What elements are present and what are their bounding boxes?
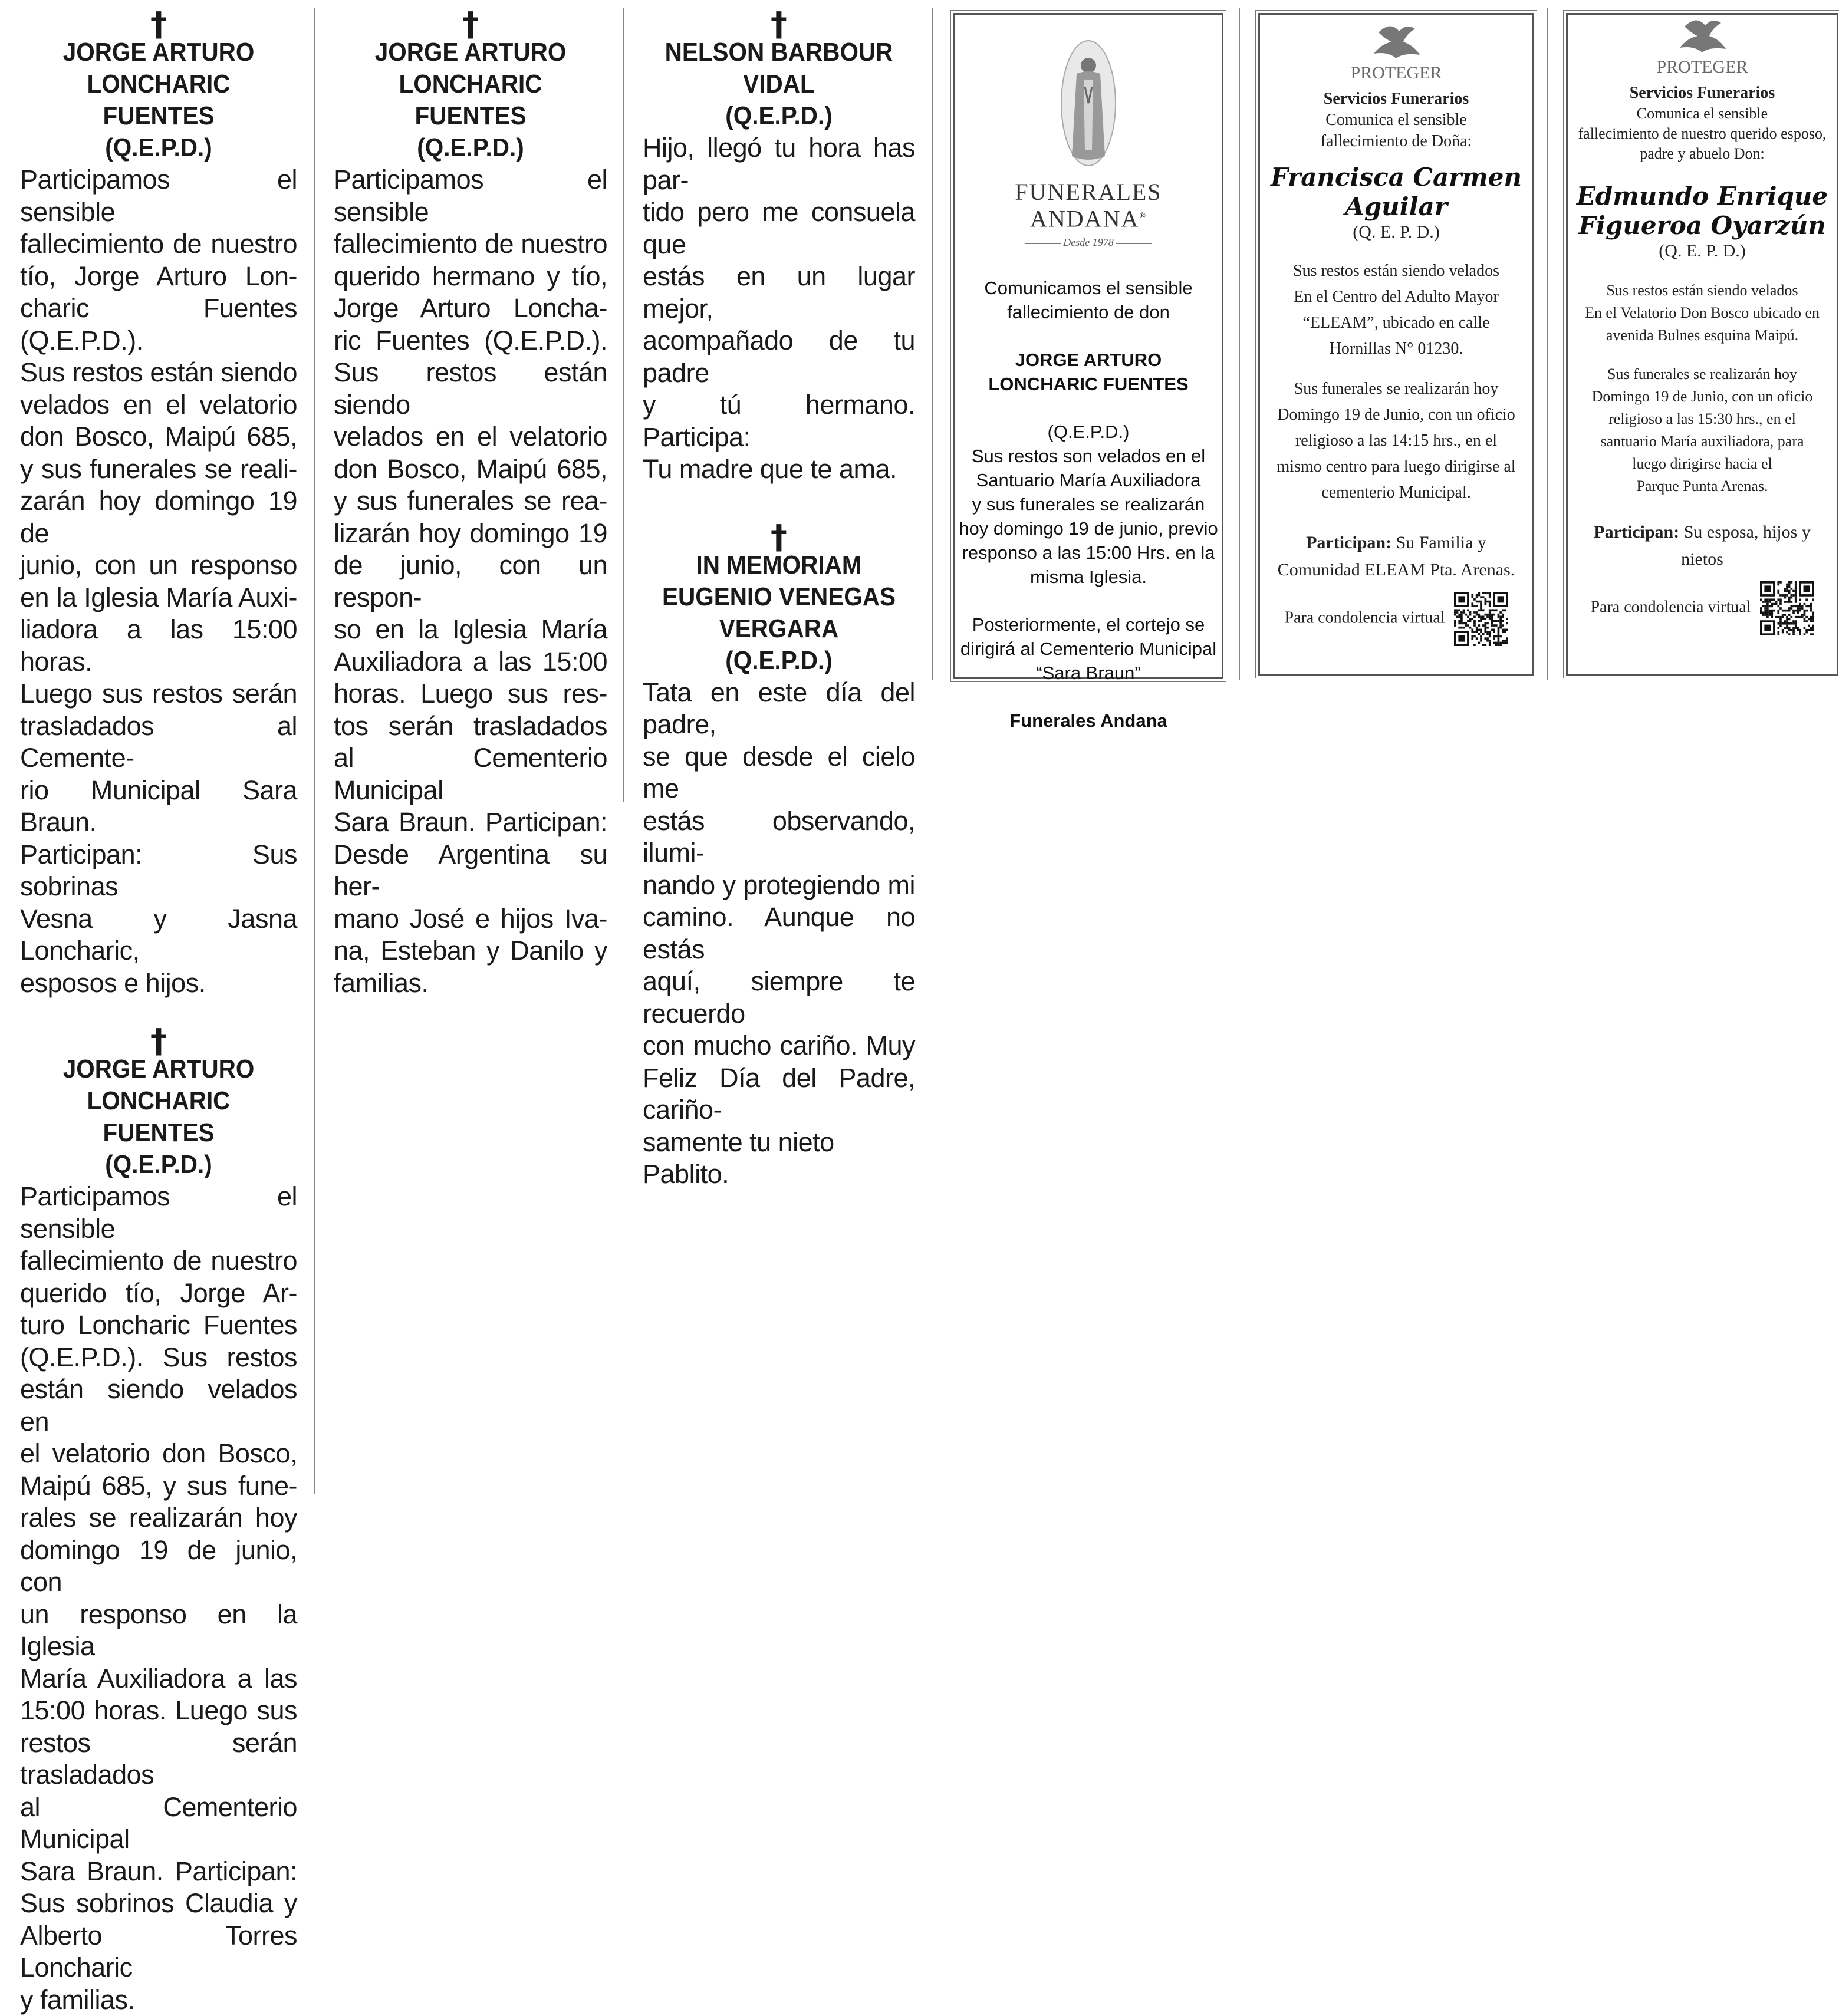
details-text: [1260, 258, 1532, 362]
title-line: (Q.E.P.D.): [653, 100, 904, 132]
text-line: Participamos el sensible: [20, 1181, 297, 1245]
text-line: JORGE ARTURO: [955, 348, 1222, 372]
column-divider: [1239, 8, 1240, 680]
participan-text: [1568, 519, 1837, 573]
text-line: Sus restos están siendo: [334, 357, 607, 421]
text-line: responso a las 15:00 Hrs. en la: [955, 541, 1222, 565]
text-line: con mucho cariño. Muy: [643, 1030, 915, 1062]
title-line: LONCHARIC FUENTES: [31, 68, 286, 132]
text-line: Francisca Carmen: [1260, 163, 1532, 192]
intro-text: [1568, 104, 1837, 164]
text-line: estás en un lugar mejor,: [643, 261, 915, 325]
column-divider: [932, 8, 933, 680]
text-line: familias.: [334, 967, 607, 1000]
text-line: rio Municipal Sara Braun.: [20, 775, 297, 839]
text-line: religioso a las 15:30 hrs., en el: [1568, 408, 1837, 430]
text-line: están siendo velados en: [20, 1373, 297, 1438]
dove-logo-icon: [1337, 21, 1455, 85]
text-line: Sus funerales se realizarán hoy: [1568, 363, 1837, 386]
cross-icon: †: [20, 1030, 297, 1053]
text-line: Comunica el sensible: [1568, 104, 1837, 124]
deceased-name: [1260, 163, 1532, 222]
text-line: tos serán trasladados: [334, 710, 607, 743]
text-line: restos serán trasladados: [20, 1727, 297, 1791]
title-line: (Q.E.P.D.): [345, 132, 597, 164]
participan-text: [1260, 529, 1532, 584]
text-line: mismo centro para luego dirigirse al: [1260, 454, 1532, 480]
text-line: En el Velatorio Don Bosco ubicado en: [1568, 302, 1837, 324]
text-line: y sus funerales se reali-: [20, 453, 297, 486]
text-line: esposos e hijos.: [20, 967, 297, 1000]
text-line: Sus funerales se realizarán hoy: [1260, 376, 1532, 402]
column-divider: [1547, 8, 1548, 680]
text-line: querido hermano y tío,: [334, 261, 607, 293]
text-line: samente tu nieto Pablito.: [643, 1126, 915, 1191]
qepd-text: (Q. E. P. D.): [1260, 222, 1532, 243]
notice-body: [20, 1181, 297, 2016]
text-line: ric Fuentes (Q.E.P.D.).: [334, 325, 607, 357]
text-line: acompañado de tu padre: [643, 325, 915, 389]
text-line: Luego sus restos serán: [20, 678, 297, 710]
text-line: Alberto Torres Loncharic: [20, 1920, 297, 1984]
text-line: “Sara Braun”: [955, 661, 1222, 685]
qepd-text: (Q.E.P.D.): [955, 420, 1222, 444]
text-line: y sus funerales se rea-: [334, 485, 607, 518]
text-line: don Bosco, Maipú 685,: [334, 453, 607, 486]
text-line: na, Esteban y Danilo y: [334, 935, 607, 967]
participan-line: Su Familia y: [1396, 533, 1486, 552]
title-line: VERGARA: [653, 613, 904, 645]
text-line: fallecimiento de nuestro querido esposo,: [1568, 124, 1837, 144]
notice-title: [31, 37, 286, 164]
text-line: se que desde el cielo me: [643, 741, 915, 805]
text-line: velados en el velatorio: [334, 421, 607, 453]
cortejo-text: [955, 612, 1222, 685]
text-line: tido pero me consuela que: [643, 196, 915, 261]
details-text: [1568, 279, 1837, 347]
text-line: camino. Aunque no estás: [643, 901, 915, 966]
text-line: cementerio Municipal.: [1260, 480, 1532, 506]
obituary-notice: [334, 0, 607, 999]
text-line: querido tío, Jorge Ar-: [20, 1277, 297, 1310]
text-line: nando y protegiendo mi: [643, 869, 915, 902]
obituary-notice: [20, 0, 297, 999]
title-line: JORGE ARTURO: [345, 37, 597, 68]
title-line: EUGENIO VENEGAS: [653, 581, 904, 613]
cross-icon: †: [643, 526, 915, 549]
column-divider: [623, 8, 624, 802]
funerales-andana-ad: [953, 13, 1223, 679]
text-line: Desde Argentina su her-: [334, 839, 607, 903]
brand-text: FUNERALES ANDANA: [1015, 179, 1162, 232]
text-line: al Cementerio Municipal: [20, 1791, 297, 1856]
proteger-ad-1: [1258, 13, 1534, 676]
notice-body: [334, 164, 607, 999]
virgin-mary-icon: [1059, 38, 1118, 168]
text-line: LONCHARIC FUENTES: [955, 372, 1222, 396]
text-line: trasladados al Cemente-: [20, 710, 297, 775]
text-line: y tú hermano. Participa:: [643, 389, 915, 453]
text-line: Sus restos están siendo velados: [1568, 279, 1837, 302]
text-line: velados en el velatorio: [20, 389, 297, 421]
text-line: Sus sobrinos Claudia y: [20, 1887, 297, 1920]
text-line: y familias.: [20, 1984, 297, 2016]
text-line: Tata en este día del padre,: [643, 677, 915, 741]
text-line: Participamos el sensible: [334, 164, 607, 228]
text-line: Edmundo Enrique: [1568, 182, 1837, 211]
text-line: Santuario María Auxiliadora: [955, 468, 1222, 492]
obituary-column-1: [20, 0, 297, 2016]
text-line: Sara Braun. Participan:: [334, 806, 607, 839]
condolence-row: [1568, 581, 1837, 635]
text-line: don Bosco, Maipú 685,: [20, 421, 297, 453]
service-heading: Servicios Funerarios: [1568, 83, 1837, 104]
text-line: avenida Bulnes esquina Maipú.: [1568, 324, 1837, 347]
text-line: un responso en la Iglesia: [20, 1599, 297, 1663]
text-line: Tu madre que te ama.: [643, 453, 915, 486]
text-line: liadora a las 15:00 horas.: [20, 614, 297, 678]
cross-icon: †: [20, 13, 297, 37]
text-line: Sus restos están siendo: [20, 357, 297, 389]
text-line: de junio, con un respon-: [334, 549, 607, 614]
text-line: Figueroa Oyarzún: [1568, 211, 1837, 241]
since-text: Desde 1978: [1063, 236, 1113, 248]
text-line: religioso a las 14:15 hrs., en el: [1260, 428, 1532, 454]
text-line: (Q.E.P.D.). Sus restos: [20, 1342, 297, 1374]
title-line: (Q.E.P.D.): [31, 132, 286, 164]
participan-label: Participan:: [1594, 522, 1679, 542]
text-line: María Auxiliadora a las: [20, 1663, 297, 1695]
deceased-name: [1568, 182, 1837, 241]
text-line: fallecimiento de Doña:: [1260, 131, 1532, 152]
condolence-text: Para condolencia virtual: [1590, 598, 1751, 616]
text-line: Hijo, llegó tu hora has par-: [643, 132, 915, 196]
notice-title: [345, 37, 597, 164]
text-line: fallecimiento de nuestro: [20, 228, 297, 261]
text-line: turo Loncharic Fuentes: [20, 1309, 297, 1342]
text-line: el velatorio don Bosco,: [20, 1438, 297, 1470]
notice-title: [653, 37, 904, 132]
title-line: (Q.E.P.D.): [653, 645, 904, 677]
text-line: Sara Braun. Participan:: [20, 1856, 297, 1888]
obituary-notice: [643, 486, 915, 1191]
brand-since: [955, 230, 1222, 255]
logo-text: PROTEGER: [1656, 57, 1748, 77]
cross-icon: †: [334, 13, 607, 37]
participan-line: Su esposa, hijos y: [1684, 522, 1811, 542]
text-line: dirigirá al Cementerio Municipal: [955, 637, 1222, 661]
text-line: Hornillas N° 01230.: [1260, 336, 1532, 362]
notice-title: [653, 549, 904, 677]
text-line: y sus funerales se realizarán: [955, 492, 1222, 516]
text-line: Sus restos son velados en el: [955, 444, 1222, 468]
text-line: junio, con un responso: [20, 549, 297, 582]
text-line: en la Iglesia María Auxi-: [20, 582, 297, 614]
text-line: so en la Iglesia María: [334, 614, 607, 646]
text-line: Auxiliadora a las 15:00: [334, 646, 607, 678]
text-line: Parque Punta Arenas.: [1568, 475, 1837, 498]
text-line: fallecimiento de nuestro: [20, 1245, 297, 1277]
notice-body: [20, 164, 297, 999]
qepd-text: (Q. E. P. D.): [1568, 241, 1837, 262]
text-line: Sus restos están siendo velados: [1260, 258, 1532, 284]
title-line: VIDAL: [653, 68, 904, 100]
participan-line: nietos: [1681, 549, 1723, 569]
text-line: Participamos el sensible: [20, 164, 297, 228]
brand-name: [955, 180, 1222, 230]
text-line: Maipú 685, y sus fune-: [20, 1470, 297, 1503]
participan-label: Participan:: [1306, 533, 1391, 552]
text-line: Domingo 19 de Junio, con un oficio: [1260, 402, 1532, 428]
condolence-row: [1260, 592, 1532, 646]
signature: Funerales Andana: [955, 709, 1222, 733]
text-line: Participan: Sus sobrinas: [20, 839, 297, 903]
service-heading: Servicios Funerarios: [1260, 88, 1532, 110]
obituary-column-2: [334, 0, 607, 999]
obituary-column-3: [643, 0, 915, 1191]
column-divider: [314, 8, 315, 1494]
title-line: LONCHARIC FUENTES: [345, 68, 597, 132]
intro-text: [1260, 110, 1532, 152]
text-line: tío, Jorge Arturo Lon-: [20, 261, 297, 293]
proteger-ad-2: [1566, 13, 1838, 676]
text-line: Comunicamos el sensible: [955, 276, 1222, 300]
text-line: estás observando, ilumi-: [643, 805, 915, 869]
title-line: (Q.E.P.D.): [31, 1149, 286, 1181]
logo-text: PROTEGER: [1350, 63, 1442, 83]
text-line: mano José e hijos Iva-: [334, 903, 607, 935]
registered-mark: ®: [1139, 212, 1147, 220]
text-line: fallecimiento de don: [955, 300, 1222, 324]
text-line: al Cementerio Municipal: [334, 742, 607, 806]
title-line: JORGE ARTURO: [31, 37, 286, 68]
funeral-text: [1260, 376, 1532, 506]
text-line: misma Iglesia.: [955, 565, 1222, 589]
text-line: Comunica el sensible: [1260, 110, 1532, 131]
participan-line: Comunidad ELEAM Pta. Arenas.: [1278, 560, 1515, 579]
text-line: 15:00 horas. Luego sus: [20, 1695, 297, 1727]
notice-body: [643, 677, 915, 1191]
text-line: Aguilar: [1260, 192, 1532, 222]
text-line: domingo 19 de junio, con: [20, 1534, 297, 1599]
obituary-notice: [643, 0, 915, 486]
text-line: Vesna y Jasna Loncharic,: [20, 903, 297, 967]
text-line: santuario María auxiliadora, para: [1568, 430, 1837, 453]
title-line: JORGE ARTURO: [31, 1053, 286, 1085]
text-line: padre y abuelo Don:: [1568, 144, 1837, 164]
funeral-text: [1568, 363, 1837, 498]
title-line: LONCHARIC FUENTES: [31, 1085, 286, 1149]
text-line: Posteriormente, el cortejo se: [955, 612, 1222, 637]
qr-code-icon[interactable]: [1454, 592, 1508, 646]
text-line: hoy domingo 19 de junio, previo: [955, 516, 1222, 541]
text-line: En el Centro del Adulto Mayor: [1260, 284, 1532, 310]
intro-text: [955, 276, 1222, 324]
text-line: luego dirigirse hacia el: [1568, 453, 1837, 475]
text-line: lizarán hoy domingo 19: [334, 518, 607, 550]
text-line: charic Fuentes (Q.E.P.D.).: [20, 292, 297, 357]
text-line: fallecimiento de nuestro: [334, 228, 607, 261]
title-line: NELSON BARBOUR: [653, 37, 904, 68]
condolence-text: Para condolencia virtual: [1284, 608, 1445, 627]
text-line: Jorge Arturo Loncha-: [334, 292, 607, 325]
cross-icon: †: [643, 13, 915, 37]
title-line: IN MEMORIAM: [653, 549, 904, 581]
deceased-name: [955, 348, 1222, 396]
text-line: horas. Luego sus res-: [334, 678, 607, 710]
notice-body: [643, 132, 915, 486]
notice-title: [31, 1053, 286, 1181]
text-line: Domingo 19 de Junio, con un oficio: [1568, 386, 1837, 408]
qr-code-icon[interactable]: [1760, 581, 1814, 635]
text-line: rales se realizarán hoy: [20, 1502, 297, 1534]
dove-logo-icon: [1643, 15, 1761, 80]
text-line: aquí, siempre te recuerdo: [643, 966, 915, 1030]
text-line: “ELEAM”, ubicado en calle: [1260, 310, 1532, 336]
text-line: Feliz Día del Padre, cariño-: [643, 1062, 915, 1126]
text-line: zarán hoy domingo 19 de: [20, 485, 297, 549]
details-text: [955, 444, 1222, 589]
